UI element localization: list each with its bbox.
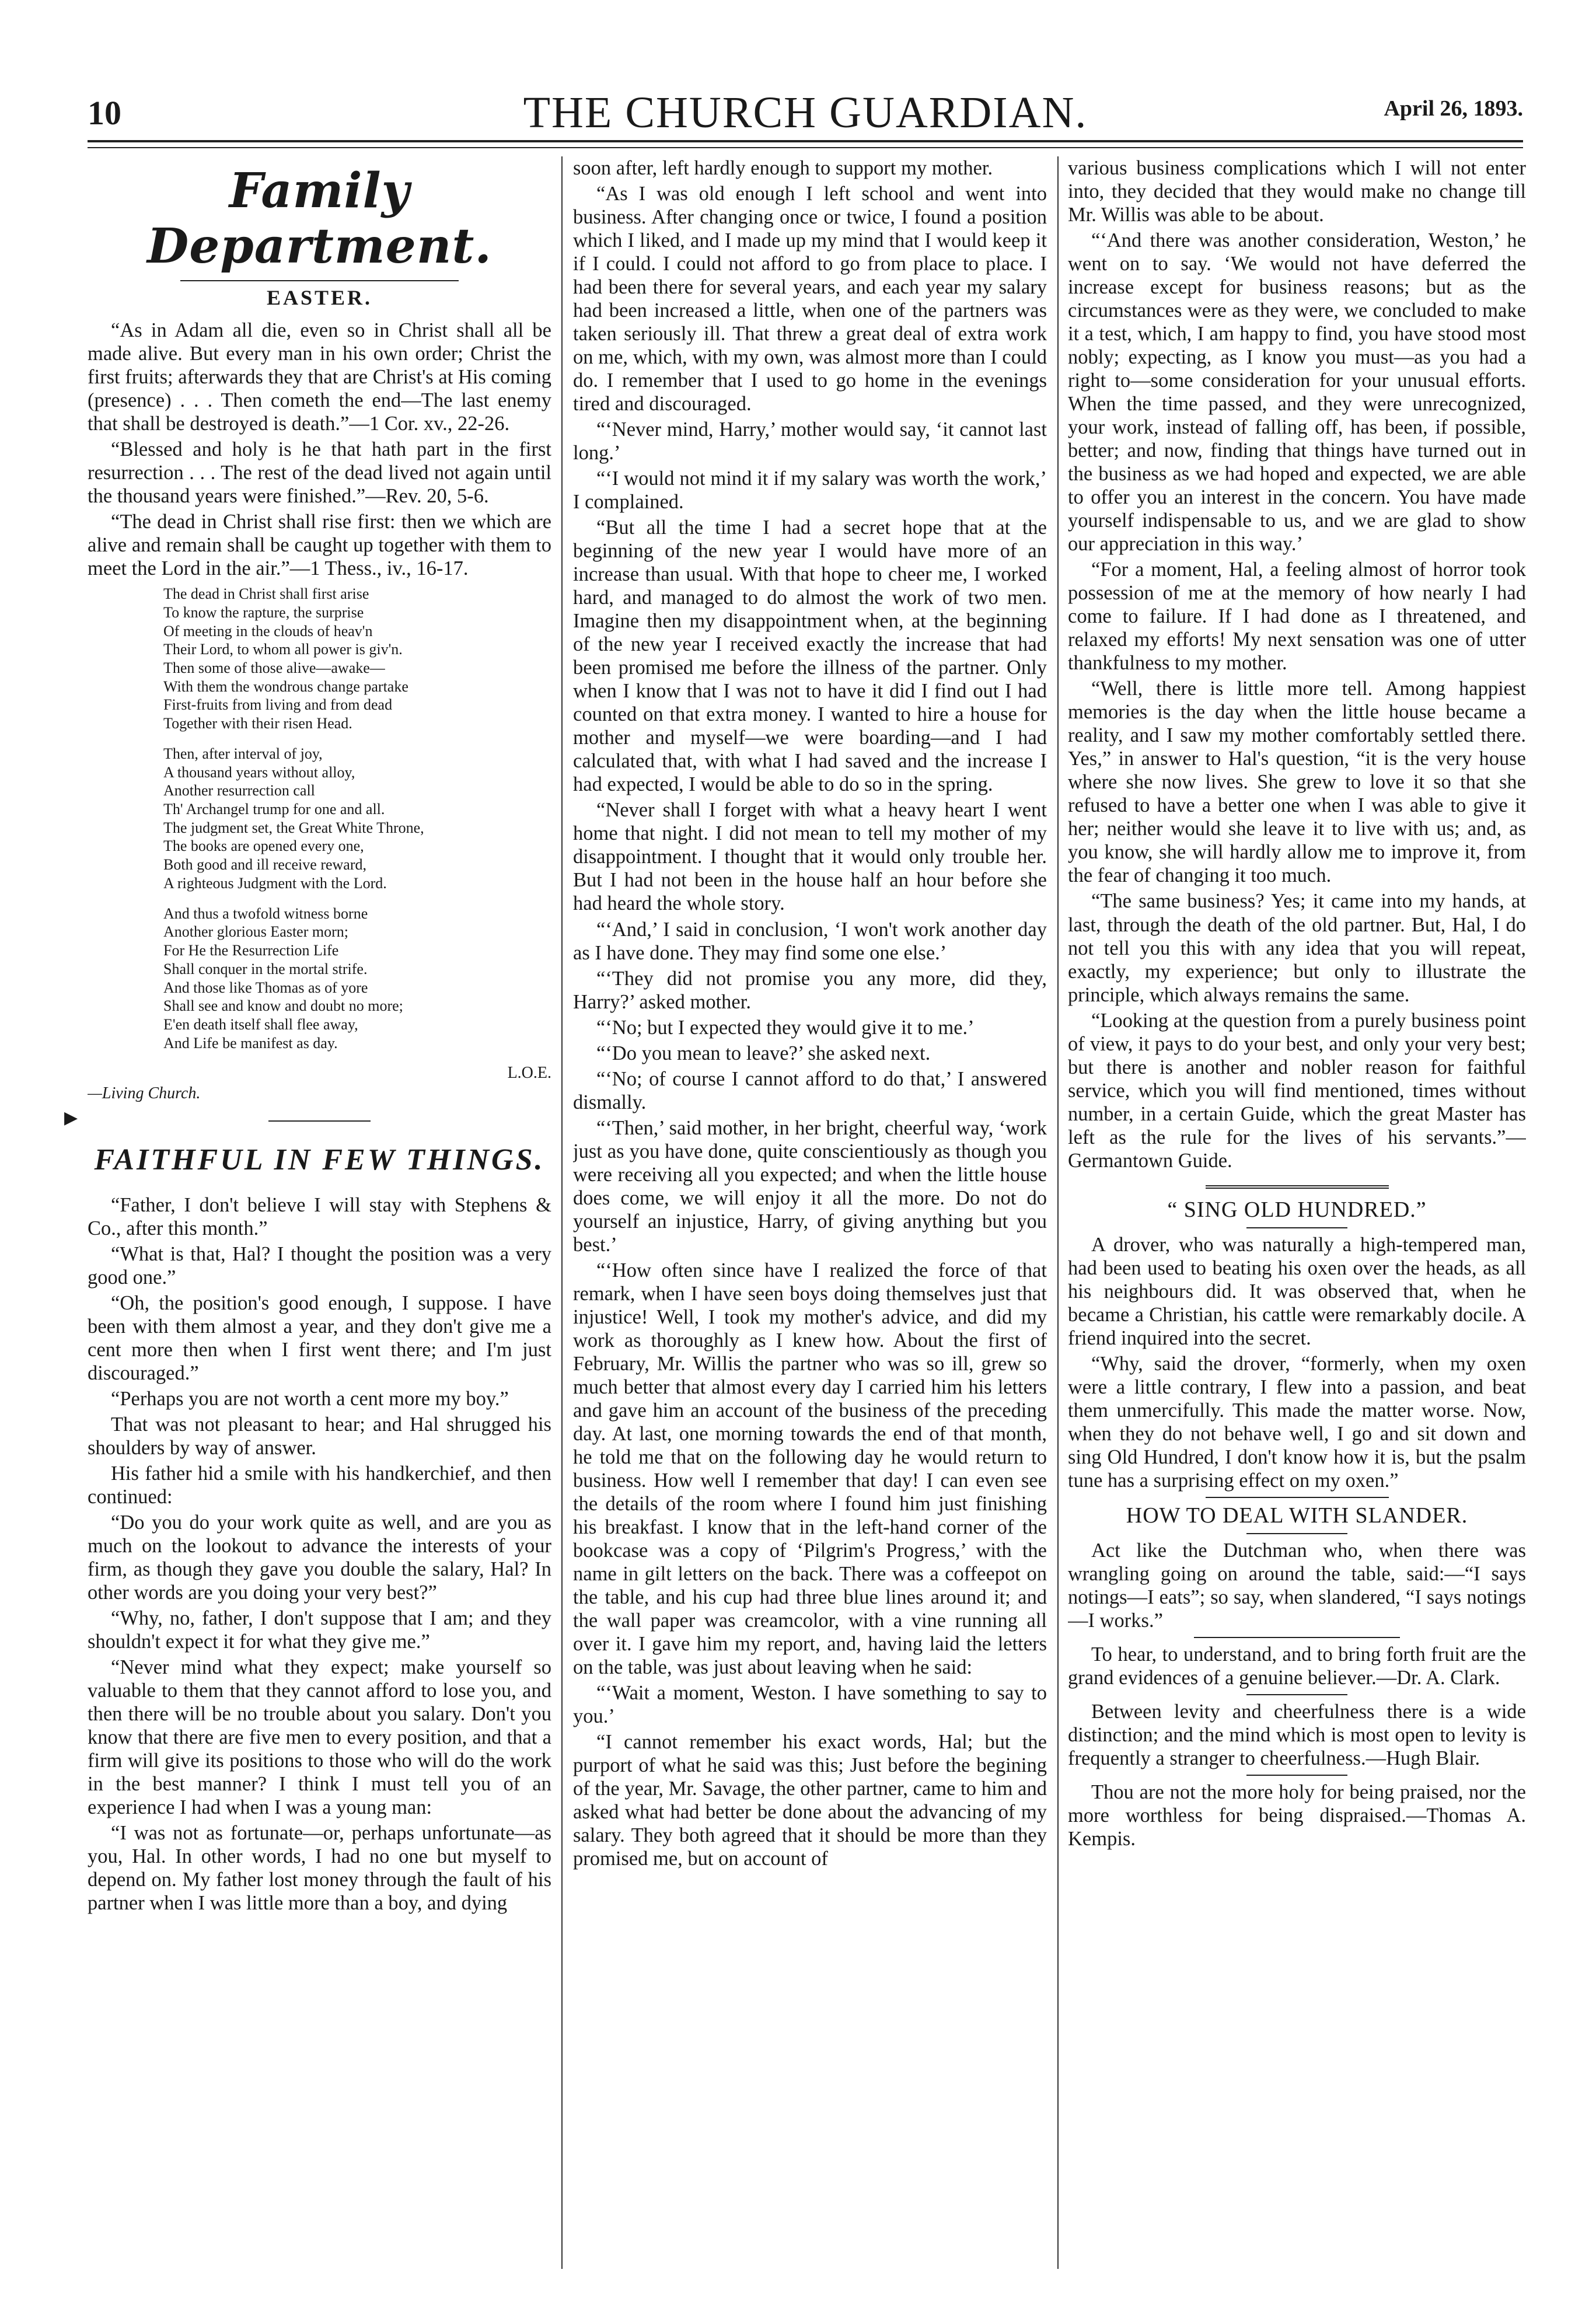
story-paragraph: soon after, left hardly enough to support my mother. [573,157,993,179]
poem-source: —Living Church. [88,1084,201,1102]
section-rule [1246,1227,1347,1228]
old-hundred-heading: “ SING OLD HUNDRED.” [1167,1197,1427,1222]
poem-line: To know the rapture, the surprise [163,603,364,621]
story-paragraph: “‘No; of course I cannot afford to do that,’ I answered dismally. [573,1067,1047,1113]
article-paragraph: Act like the Dutchman who, when there was wrangling going on around the table, said:—“I says notings—I eats”; so say, when slandered, “I says notings—I works.” [1068,1539,1526,1632]
department-title: Family Department. [147,163,492,275]
poem-line: For He the Resurrection Life [163,942,339,959]
poem-line: The dead in Christ shall first arise [163,585,369,603]
poem-line: Shall conquer in the mortal strife. [163,960,368,977]
poem-line: And Life be manifest as day. [163,1034,338,1052]
section-rule [1206,1497,1389,1498]
story-paragraph: “‘How often since have I realized the force of that remark, when I have seen boys doing themselves just that injustice! Well, I took my mother's advice, and did my work as thoroughly as I knew how. About the first of February, Mr. Willis the partner who was so ill, grew so much better that almost every day I carried him his letters and gave him an account of the business of the preceding day. At last, one morning towards the end of that month, he told me that on the following day he would return to business. How well I remember that day! I can even see the details of the room where I found him just finishing his breakfast. I know that in the left-hand corner of the bookcase was a copy of ‘Pilgrim's Progress,’ with the name in gilt letters on the back. There was a coffeepot on the table, and his cup had three blue lines around it; and the wall paper was creamcolor, with a vine running all over it. I gave him my report, and, having laid the letters on the table, was just about leaving when he said: [573,1259,1047,1678]
scripture-paragraph: “As in Adam all die, even so in Christ shall all be made alive. But every man in his own order; Christ the first fruits; afterwards they that are Christ's at His coming (presence) . . . Then cometh the end—The last enemy that shall be destroyed is death.”—1 Cor. xv., 22-26. [88,319,551,435]
section-rule [1246,1533,1347,1534]
story-paragraph: “Father, I don't believe I will stay with Stephens & Co., after this month.” [88,1193,551,1239]
article-paragraph: A drover, who was naturally a high-tempered man, had been used to beating his oxen over the heads, as all his neighbours did. It was observed that, when he became a Christian, his cattle were remarkably docile. A friend inquired into the secret. [1068,1233,1526,1349]
story-paragraph: “‘Wait a moment, Weston. I have something to say to you.’ [573,1682,1047,1728]
story-paragraph: “‘Do you mean to leave?’ she asked next. [596,1042,931,1064]
story-paragraph: “I was not as fortunate—or, perhaps unfortunate—as you, Hal. In other words, I had no one but myself to depend on. My father lost money through the fault of his partner when I was little more than a boy, and dying [88,1822,551,1915]
story-paragraph: That was not pleasant to hear; and Hal shrugged his shoulders by way of answer. [88,1413,551,1459]
poem-signature: L.O.E. [507,1064,551,1083]
poem-line: Then, after interval of joy, [163,745,323,762]
poem-line: And thus a twofold witness borne [163,905,368,922]
column-divider [561,156,563,2269]
story-paragraph: “‘Then,’ said mother, in her bright, cheerful way, ‘work just as you have done, quite conscientiously as though you were receiving all you expected; and when the little house does come, we will enjoy it all the more. Do not do yourself an injustice, Harry, of giving anything but you best.’ [573,1116,1047,1256]
poem-line: With them the wondrous change partake [163,678,408,695]
story-paragraph: “Oh, the position's good enough, I suppose. I have been with them almost a year, and they don't give me a cent more then when I first went there; and I'm just discouraged.” [88,1291,551,1384]
poem-line: Another resurrection call [163,782,315,799]
story-paragraph: “‘No; but I expected they would give it to me.’ [596,1016,975,1039]
poem-line: Their Lord, to whom all power is giv'n. [163,641,403,658]
scripture-paragraph: “The dead in Christ shall rise first: then we which are alive and remain shall be caught up together with them to meet the Lord in the air.”—1 Thess., iv., 16-17. [88,511,551,580]
story-paragraph: “‘They did not promise you any more, did they, Harry?’ asked mother. [573,967,1047,1013]
section-rule [1246,1775,1347,1776]
story-paragraph: “Never shall I forget with what a heavy heart I went home that night. I did not mean to tell my mother of my disappointment. I thought that it would only trouble her. But I had not been in the house half an hour before she had heard the whole story. [573,799,1047,915]
story-paragraph: “What is that, Hal? I thought the position was a very good one.” [88,1242,551,1289]
column-3 [1068,156,1526,2281]
saying-paragraph: To hear, to understand, and to bring forth fruit are the grand evidences of a genuine believer.—Dr. A. Clark. [1068,1643,1526,1689]
masthead-rule [88,140,1523,142]
scripture-paragraph: “Blessed and holy is he that hath part in the first resurrection . . . The rest of the dead lived not again until the thousand years were finished.”—Rev. 20, 5-6. [88,438,551,508]
story-paragraph: “The same business? Yes; it came into my hands, at last, through the death of the old partner. But, Hal, I do not tell you this with any idea that you will repeat, exactly, my experience; but only to illustrate the principle, which always remains the same. [1068,890,1526,1006]
story-paragraph: “‘And there was another consideration, Weston,’ he went on to say. ‘We would not have deferred the increase except for business reasons; but as the circumstances were as they were, we concluded to make it a test, which, I am happy to find, you have stood most nobly; expecting, as I know you must—as you had a right to—some consideration for your unusual efforts. When the time passed, and they were unrecognized, your work, instead of falling off, has been, if possible, better; and now, finding that things have turned out in the business as we had hoped and expected, we are able to offer you an interest in the concern. You have made yourself indispensable to us, and we are glad to show our appreciation in this way.’ [1068,229,1526,556]
story-paragraph: His father hid a smile with his handkerchief, and then continued: [88,1462,551,1508]
poem-stanza [163,905,551,1053]
poem-stanza [163,745,551,893]
issue-date: April 26, 1893. [1384,96,1523,121]
poem-line: A thousand years without alloy, [163,763,355,781]
story-paragraph: “Well, there is little more tell. Among happiest memories is the day when the little house became a reality, and I saw my mother comfortably settled there. Yes,” in answer to Hal's question, “it is the very house where she now lives. She grew to love it so that she refused to have a better one when I was able to give it her; neither would she leave it to live with us; and, as you know, she will hardly allow me to improve it, from the fear of changing it too much. [1068,678,1526,887]
masthead-rule-thin [88,147,1523,148]
page-number: 10 [88,94,121,132]
story-paragraph: “But all the time I had a secret hope that at the beginning of the new year I would have more of an increase than usual. With that hope to cheer me, I worked hard, and managed to do almost the work of two men. Imagine then my disappointment when, at the beginning of the new year I received exactly the increase that had been promised me before the illness of the partner. Only when I know that I was not to have it did I find out I had counted on that extra money. I wanted to hire a house for mother and myself—we were boarding—and I had calculated that, with what I had saved and the increase I had expected, I would be able to do so in the spring. [573,516,1047,796]
saying-paragraph: Thou are not the more holy for being praised, nor the more worthless for being dispraised.—Thomas A. Kempis. [1068,1781,1526,1850]
poem-line: Together with their risen Head. [163,715,352,732]
masthead [88,88,1523,146]
poem-line: The judgment set, the Great White Throne, [163,819,424,836]
poem-line: First-fruits from living and from dead [163,696,393,714]
story-paragraph: “As I was old enough I left school and went into business. After changing once or twice, I found a position which I liked, and I made up my mind that I would keep it if I could. I could not afford to go from place to place. I had been there for several years, and each year my salary had been increased a little, when one of the partners was taken seriously ill. That threw a great deal of extra work on me, which, with my own, was almost more than I could do. I remember that I used to go home in the evenings tired and discouraged. [573,183,1047,415]
poem-line: Another glorious Easter morn; [163,923,348,941]
article-paragraph: “Why, said the drover, “formerly, when my oxen were a little contrary, I flew into a passion, and beat them unmercifully. This made the matter worse. Now, when they do not behave well, I go and sit down and sing Old Hundred, I don't know how it is, but the psalm tune has a surprising effect on my oxen.” [1068,1352,1526,1492]
faithful-heading: FAITHFUL IN FEW THINGS. [94,1143,545,1177]
slander-heading: HOW TO DEAL WITH SLANDER. [1126,1503,1468,1528]
story-paragraph: “Why, no, father, I don't suppose that I am; and they shouldn't expect it for what they give me.” [88,1607,551,1653]
section-rule-double [1206,1185,1389,1189]
story-paragraph: various business complications which I will not enter into, they decided that they would make no change till Mr. Willis was able to be about. [1068,157,1526,226]
poem-line: A righteous Judgment with the Lord. [163,874,387,892]
story-paragraph: “Perhaps you are not worth a cent more my boy.” [111,1387,509,1410]
poem-line: Shall see and know and doubt no more; [163,997,403,1015]
story-paragraph: “Do you do your work quite as well, and are you as much on the lookout to advance the interests of your firm, as though they gave you double the salary, Hal? In other words are you doing your very best?” [88,1511,551,1604]
poem-line: Then some of those alive—awake— [163,659,385,677]
column-1 [88,156,551,2281]
easter-poem [88,585,551,1052]
story-paragraph: “‘And,’ I said in conclusion, ‘I won't work another day as I have done. They may find some one else.’ [573,918,1047,964]
section-rule [1246,1694,1347,1695]
story-paragraph: “For a moment, Hal, a feeling almost of horror took possession of me at the memory of how nearly I had come to failure. If I had done as I threatened, and relaxed my efforts! My next sensation was one of utter thankfulness to my mother. [1068,558,1526,675]
poem-line: Both good and ill receive reward, [163,856,366,874]
story-paragraph: “‘I would not mind it if my salary was worth the work,’ I complained. [573,467,1047,514]
newspaper-title: THE CHURCH GUARDIAN. [523,88,1088,137]
saying-paragraph: Between levity and cheerfulness there is a wide distinction; and the mind which is most open to levity is frequently a stranger to cheerfulness.—Hugh Blair. [1068,1701,1526,1770]
poem-line: The books are opened every one, [163,837,364,855]
section-rule [180,280,459,281]
story-paragraph: “Never mind what they expect; make yourself so valuable to them that they cannot afford to lose you, and then there will be no trouble about you salary. Don't you know that there are five men to every position, and that a firm will give its positions to those who will do the work in the best manner? I think I must tell you of an experience I had when I was a young man: [88,1656,551,1819]
story-paragraph: “‘Never mind, Harry,’ mother would say, ‘it cannot last long.’ [573,418,1047,465]
poem-line: And those like Thomas as of yore [163,979,368,996]
section-rule [268,1120,371,1122]
story-paragraph: “Looking at the question from a purely business point of view, it pays to do your best, and only your very best; but there is another and nobler reason for faithful service, which you will find mentioned, times without number, in a certain Guide, which the great Master has left as the rule for the lives of his servants.”—Germantown Guide. [1068,1009,1526,1172]
poem-line: Of meeting in the clouds of heav'n [163,622,373,640]
column-2 [573,156,1047,2281]
story-paragraph: “I cannot remember his exact words, Hal; but the purport of what he said was this; Just before the begining of the year, Mr. Savage, the other partner, came to him and asked what had better be done about the advancing of my salary. They both agreed that it should be more than they promised me, but on account of [573,1731,1047,1870]
section-rule [1194,1637,1400,1638]
easter-heading: EASTER. [266,286,373,310]
poem-line: Th' Archangel trump for one and all. [163,801,385,818]
column-divider [1057,156,1059,2269]
poem-stanza [163,585,551,733]
pointer-mark-icon: ▶ [64,1108,78,1127]
poem-line: E'en death itself shall flee away, [163,1015,358,1033]
